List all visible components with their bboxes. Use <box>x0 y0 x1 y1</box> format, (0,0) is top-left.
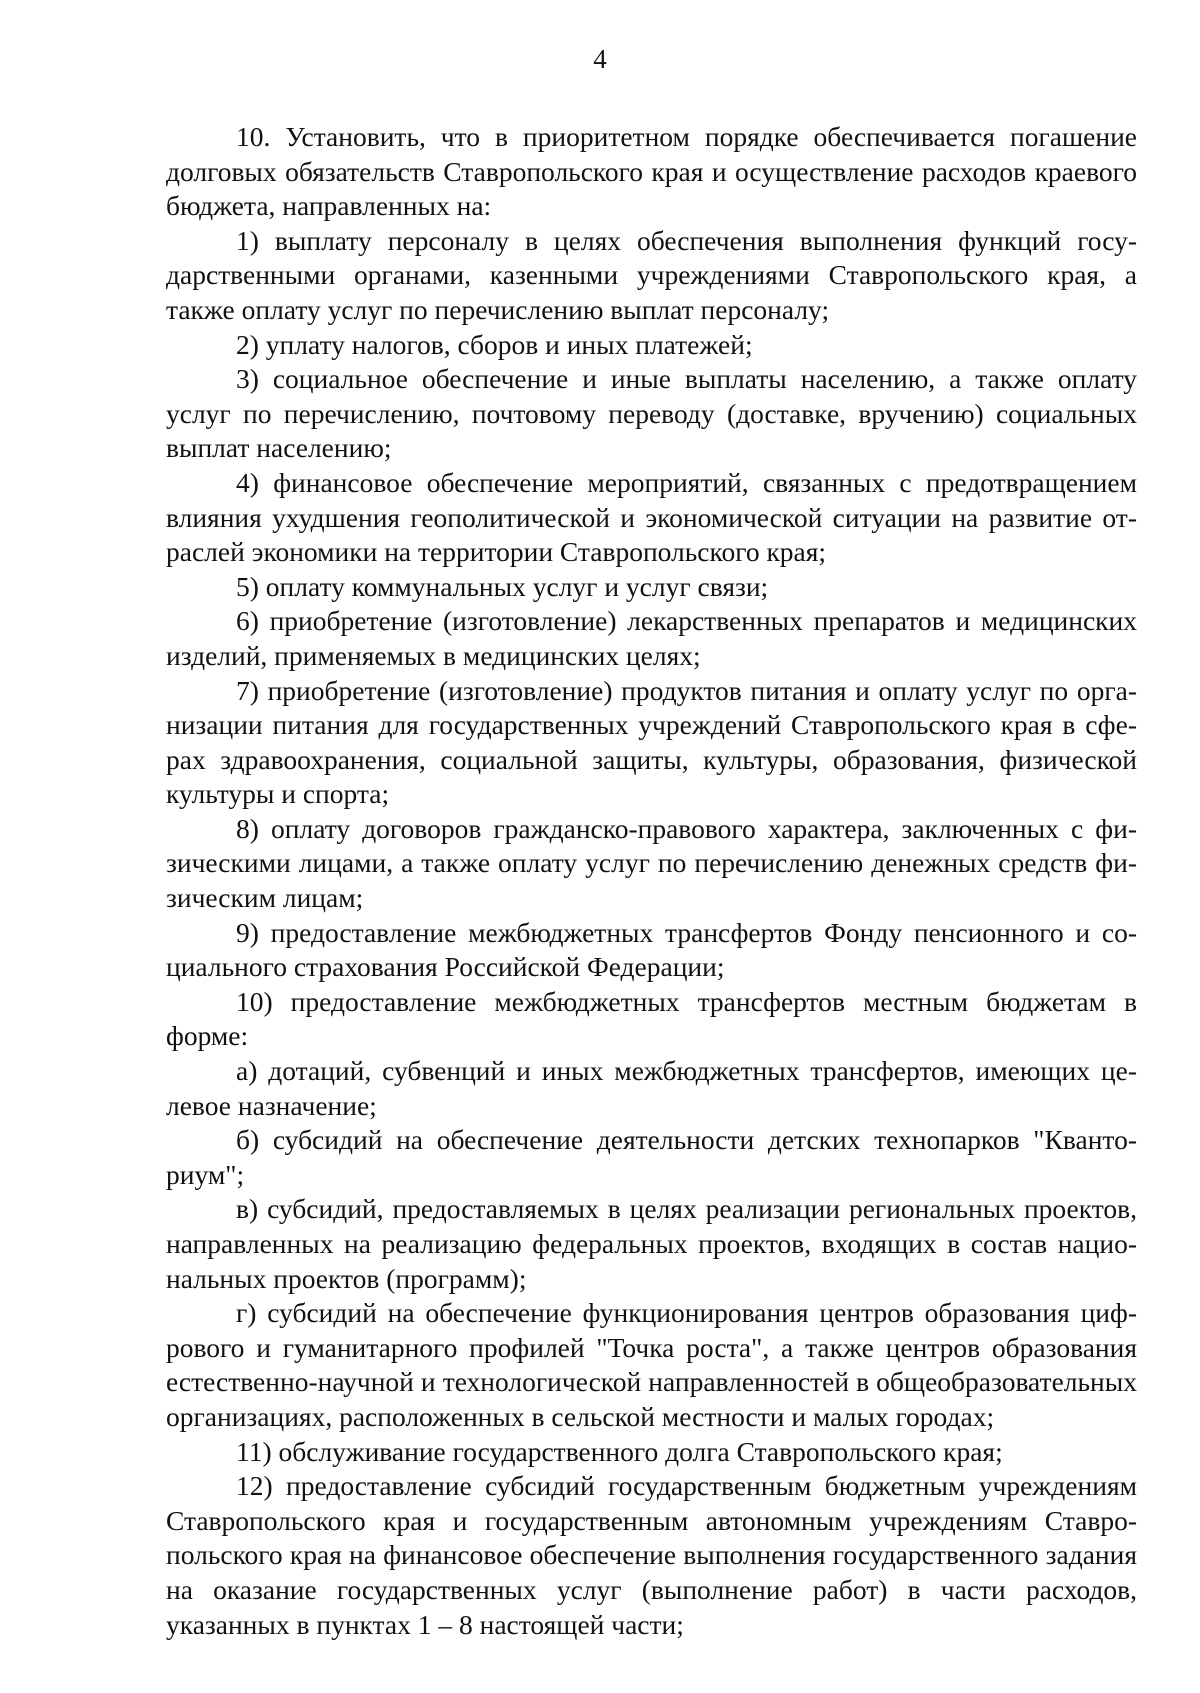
paragraph-item-3: 3) социальное обеспечение и иные выплаты населению, а также оплату услуг по перечислению, почтовому переводу (доставке, вручению) социальных выплат населению; <box>166 363 1137 464</box>
paragraph-intro: 10. Установить, что в приоритетном порядке обеспечивается погашение долговых обязательств Ставропольского края и осуществление расходов краевого бюджета, направленных на: <box>166 121 1137 222</box>
paragraph-item-10: 10) предоставление межбюджетных трансфертов местным бюджетам в форме: <box>166 985 1137 1052</box>
paragraph-item-5: 5) оплату коммунальных услуг и услуг связи; <box>236 570 769 602</box>
paragraph-item-8: 8) оплату договоров гражданско-правового характера, заключенных с физическими лицами, а также оплату услуг по перечислению денежных средств физическим лицам; <box>166 812 1137 914</box>
paragraph-subitem-v: в) субсидий, предоставляемых в целях реализации региональных проектов, направленных на реализацию федеральных проектов, входящих в состав национальных проектов (программ); <box>166 1193 1137 1294</box>
paragraph-item-1: 1) выплату персоналу в целях обеспечения выполнения функций государственными органами, казенными учреждениями Ставропольского края, а также оплату услуг по перечислению выплат персоналу; <box>166 224 1137 325</box>
paragraph-item-4: 4) финансовое обеспечение мероприятий, связанных с предотвращением влияния ухудшения геополитической и экономической ситуации на развитие отраслей экономики на территории Ставропольского края; <box>166 466 1137 568</box>
paragraph-item-9: 9) предоставление межбюджетных трансфертов Фонду пенсионного и социального страхования Российской Федерации; <box>166 916 1137 983</box>
paragraph-subitem-g: г) субсидий на обеспечение функционирования центров образования цифрового и гуманитарного профилей "Точка роста", а также центров образования естественно-научной и технологической направленностей в общеобразовательных организациях, расположенных в сельской местности и малых городах; <box>166 1297 1137 1432</box>
document-body <box>166 120 1137 1642</box>
paragraph-item-12: 12) предоставление субсидий государственным бюджетным учреждениям Ставропольского края и государственным автономным учреждениям Ставропольского края на финансовое обеспечение выполнения государственного задания на оказание государственных услуг (выполнение работ) в части расходов, указанных в пунктах 1 – 8 настоящей части; <box>166 1470 1137 1640</box>
paragraph-subitem-a: а) дотаций, субвенций и иных межбюджетных трансфертов, имеющих целевое назначение; <box>166 1055 1137 1121</box>
paragraph-item-6: 6) приобретение (изготовление) лекарственных препаратов и медицинских изделий, применяемых в медицинских целях; <box>166 605 1137 671</box>
paragraph-item-7: 7) приобретение (изготовление) продуктов питания и оплату услуг по организации питания для государственных учреждений Ставропольского края в сферах здравоохранения, социальной защиты, культуры, образования, физической культуры и спорта; <box>166 674 1137 810</box>
paragraph-subitem-b: б) субсидий на обеспечение деятельности детских технопарков "Кванториум"; <box>166 1124 1137 1190</box>
paragraph-item-2: 2) уплату налогов, сборов и иных платежей; <box>236 328 753 360</box>
page-number: 4 <box>593 44 607 74</box>
paragraph-item-11: 11) обслуживание государственного долга Ставропольского края; <box>236 1435 1003 1467</box>
